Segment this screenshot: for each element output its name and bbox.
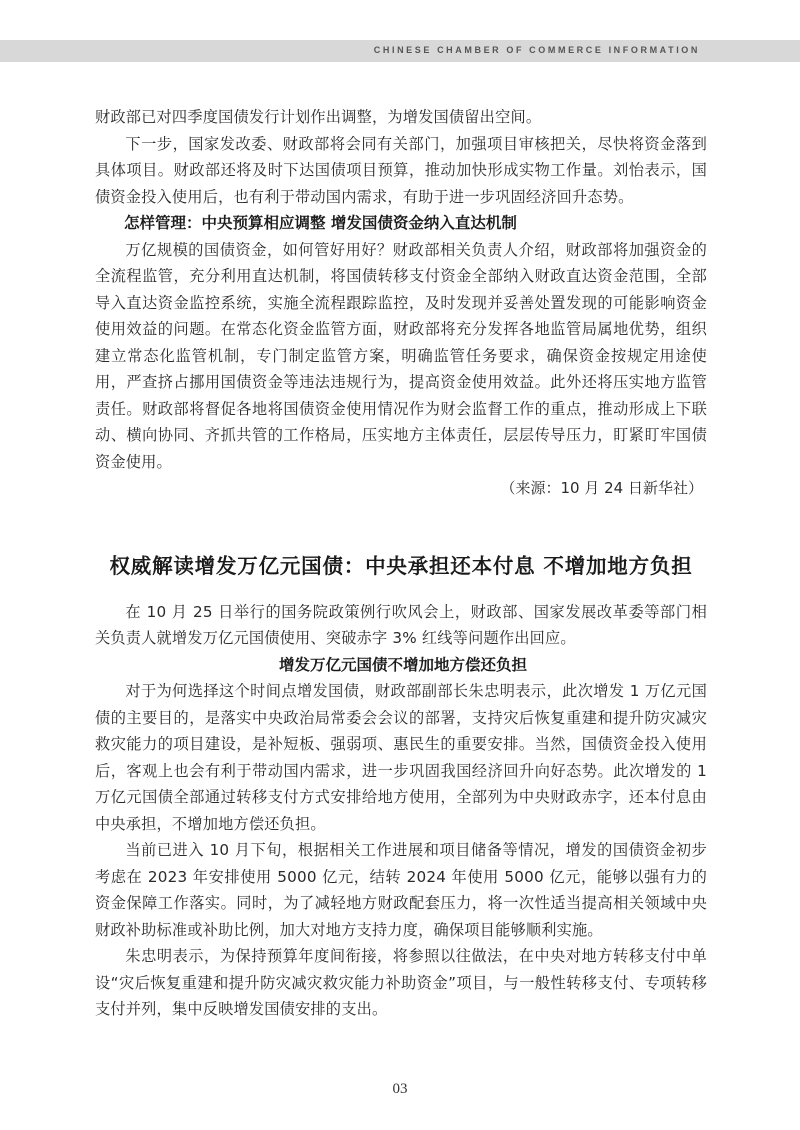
paragraph: 当前已进入 10 月下旬，根据相关工作进展和项目储备等情况，增发的国债资金初步考虑在 2023 年安排使用 5000 亿元，结转 2024 年使用 5000 亿元，能够以强有力的资金保障工作落实。同时，为了减轻地方财政配套压力，将一次性适当提高相关领域中央财政补助标准或补助比例，加大对地方支持力度，确保项目能够顺利实施。: [95, 841, 707, 939]
page-number: 03: [392, 1081, 408, 1097]
paragraph: 在 10 月 25 日举行的国务院政策例行吹风会上，财政部、国家发展改革委等部门相关负责人就增发万亿元国债使用、突破赤字 3% 红线等问题作出回应。: [95, 602, 707, 647]
paragraph: 朱忠明表示，为保持预算年度间衔接，将参照以往做法，在中央对地方转移支付中单设“灾后恢复重建和提升防灾减灾救灾能力补助资金”项目，与一般性转移支付、专项转移支付并列，集中反映增发国债安排的支出。: [95, 947, 707, 1018]
paragraph: 对于为何选择这个时间点增发国债，财政部副部长朱忠明表示，此次增发 1 万亿元国债的主要目的，是落实中央政治局常委会会议的部署，支持灾后恢复重建和提升防灾减灾救灾能力的项目建设，是补短板、强弱项、惠民生的重要安排。当然，国债资金投入使用后，客观上也会有利于带动国内需求，进一步巩固我国经济回升向好态势。此次增发的 1 万亿元国债全部通过转移支付方式安排给地方使用，全部列为中央财政赤字，还本付息由中央承担，不增加地方偿还负担。: [95, 682, 707, 833]
article-title: 权威解读增发万亿元国债：中央承担还本付息 不增加地方负担: [109, 553, 693, 578]
article-continued: [95, 104, 707, 502]
source-citation: （来源：10 月 24 日新华社）: [500, 479, 703, 497]
section-subheading: 增发万亿元国债不增加地方偿还负担: [278, 655, 527, 674]
section-subheading: 怎样管理：中央预算相应调整 增发国债资金纳入直达机制: [124, 214, 517, 232]
paragraph: 下一步，国家发改委、财政部将会同有关部门，加强项目审核把关，尽快将资金落到具体项目。财政部还将及时下达国债项目预算，推动加快形成实物工作量。刘怡表示，国债资金投入使用后，也有利于带动国内需求，有助于进一步巩固经济回升态势。: [95, 134, 707, 206]
page-content: [95, 104, 707, 1023]
running-title: CHINESE CHAMBER OF COMMERCE INFORMATION: [373, 45, 700, 55]
paragraph: 财政部已对四季度国债发行计划作出调整，为增发国债留出空间。: [95, 108, 542, 126]
article: [95, 551, 707, 1023]
paragraph: 万亿规模的国债资金，如何管好用好？财政部相关负责人介绍，财政部将加强资金的全流程监管，充分利用直达机制，将国债转移支付资金全部纳入财政直达资金范围，全部导入直达资金监控系统，实施全流程跟踪监控，及时发现并妥善处置发现的可能影响资金使用效益的问题。在常态化资金监管方面，财政部将充分发挥各地监管局属地优势，组织建立常态化监管机制，专门制定监管方案，明确监管任务要求，确保资金按规定用途使用，严查挤占挪用国债资金等违法违规行为，提高资金使用效益。此外还将压实地方监管责任。财政部将督促各地将国债资金使用情况作为财会监督工作的重点，推动形成上下联动、横向协同、齐抓共管的工作格局，压实地方主体责任，层层传导压力，盯紧盯牢国债资金使用。: [95, 240, 707, 471]
